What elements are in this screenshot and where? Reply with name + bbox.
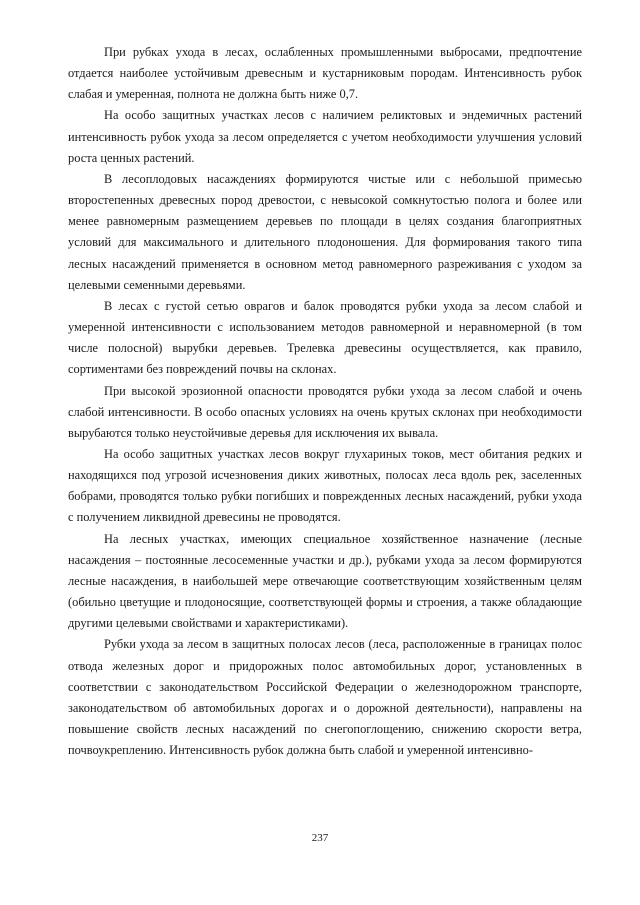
paragraph-relict-plants: На особо защитных участках лесов с наличием реликтовых и эндемичных растений интенсивность рубок ухода за лесом определяется с учетом необходимости улучшения условий роста ценных растений. (68, 108, 582, 165)
paragraph-pollution-forests: При рубках ухода в лесах, ослабленных промышленными выбросами, предпочтение отдается наиболее устойчивым древесным и кустарниковым породам. Интенсивность рубок слабая и умеренная, полнота не должна быть ниже 0,7. (68, 45, 582, 102)
paragraph-special-purpose: На лесных участках, имеющих специальное хозяйственное назначение (лесные насаждения – постоянные лесосеменные участки и др.), рубками ухода за лесом формируются лесные насаждения, в наибольшей мере отвечающие соответствующим хозяйственным целям (обильно цветущие и плодоносящие, соответствующей формы и строения, а также обладающие другими целевыми свойствами и характеристиками). (68, 531, 582, 631)
paragraph-wildlife: На особо защитных участках лесов вокруг глухариных токов, мест обитания редких и находящихся под угрозой исчезновения диких животных, полосах леса вдоль рек, заселенных бобрами, проводятся только рубки погибших и поврежденных лесных насаждений, рубки ухода с получением ликвидной древесины не проводятся. (68, 446, 582, 525)
paragraph-ravines: В лесах с густой сетью оврагов и балок проводятся рубки ухода за лесом слабой и умеренной интенсивности с использованием методов равномерной и неравномерной (в том числе полосной) вырубки деревьев. Трелевка древесины осуществляется, как правило, сортиментами без повреждений почвы на склонах. (68, 298, 582, 377)
paragraph-fruit-forests: В лесоплодовых насаждениях формируются чистые или с небольшой примесью второстепенных древесных пород древостои, с невысокой сомкнутостью полога и более или менее равномерным размещением деревьев по площади в целях создания благоприятных условий для максимального и длительного плодоношения. Для формирования такого типа лесных насаждений применяется в основном метод равномерного разреживания с уходом за целевыми семенными деревьями. (68, 171, 582, 292)
page-number: 237 (311, 832, 329, 844)
paragraph-erosion: При высокой эрозионной опасности проводятся рубки ухода за лесом слабой и очень слабой интенсивности. В особо опасных условиях на очень крутых склонах при необходимости вырубаются только неустойчивые деревья для исключения их вывала. (68, 383, 582, 440)
document-body (68, 42, 582, 761)
paragraph-protective-strips: Рубки ухода за лесом в защитных полосах лесов (леса, расположенные в границах полос отвода железных дорог и придорожных полос автомобильных дорог, установленных в соответствии с законодательством Российской Федерации о железнодорожном транспорте, законодательством об автомобильных дорогах и о дорожной деятельности), направлены на повышение свойств лесных насаждений по снегопоглощению, снижению скорости ветра, почвоукреплению. Интенсивность рубок должна быть слабой и умеренной интенсивно- (68, 637, 582, 758)
